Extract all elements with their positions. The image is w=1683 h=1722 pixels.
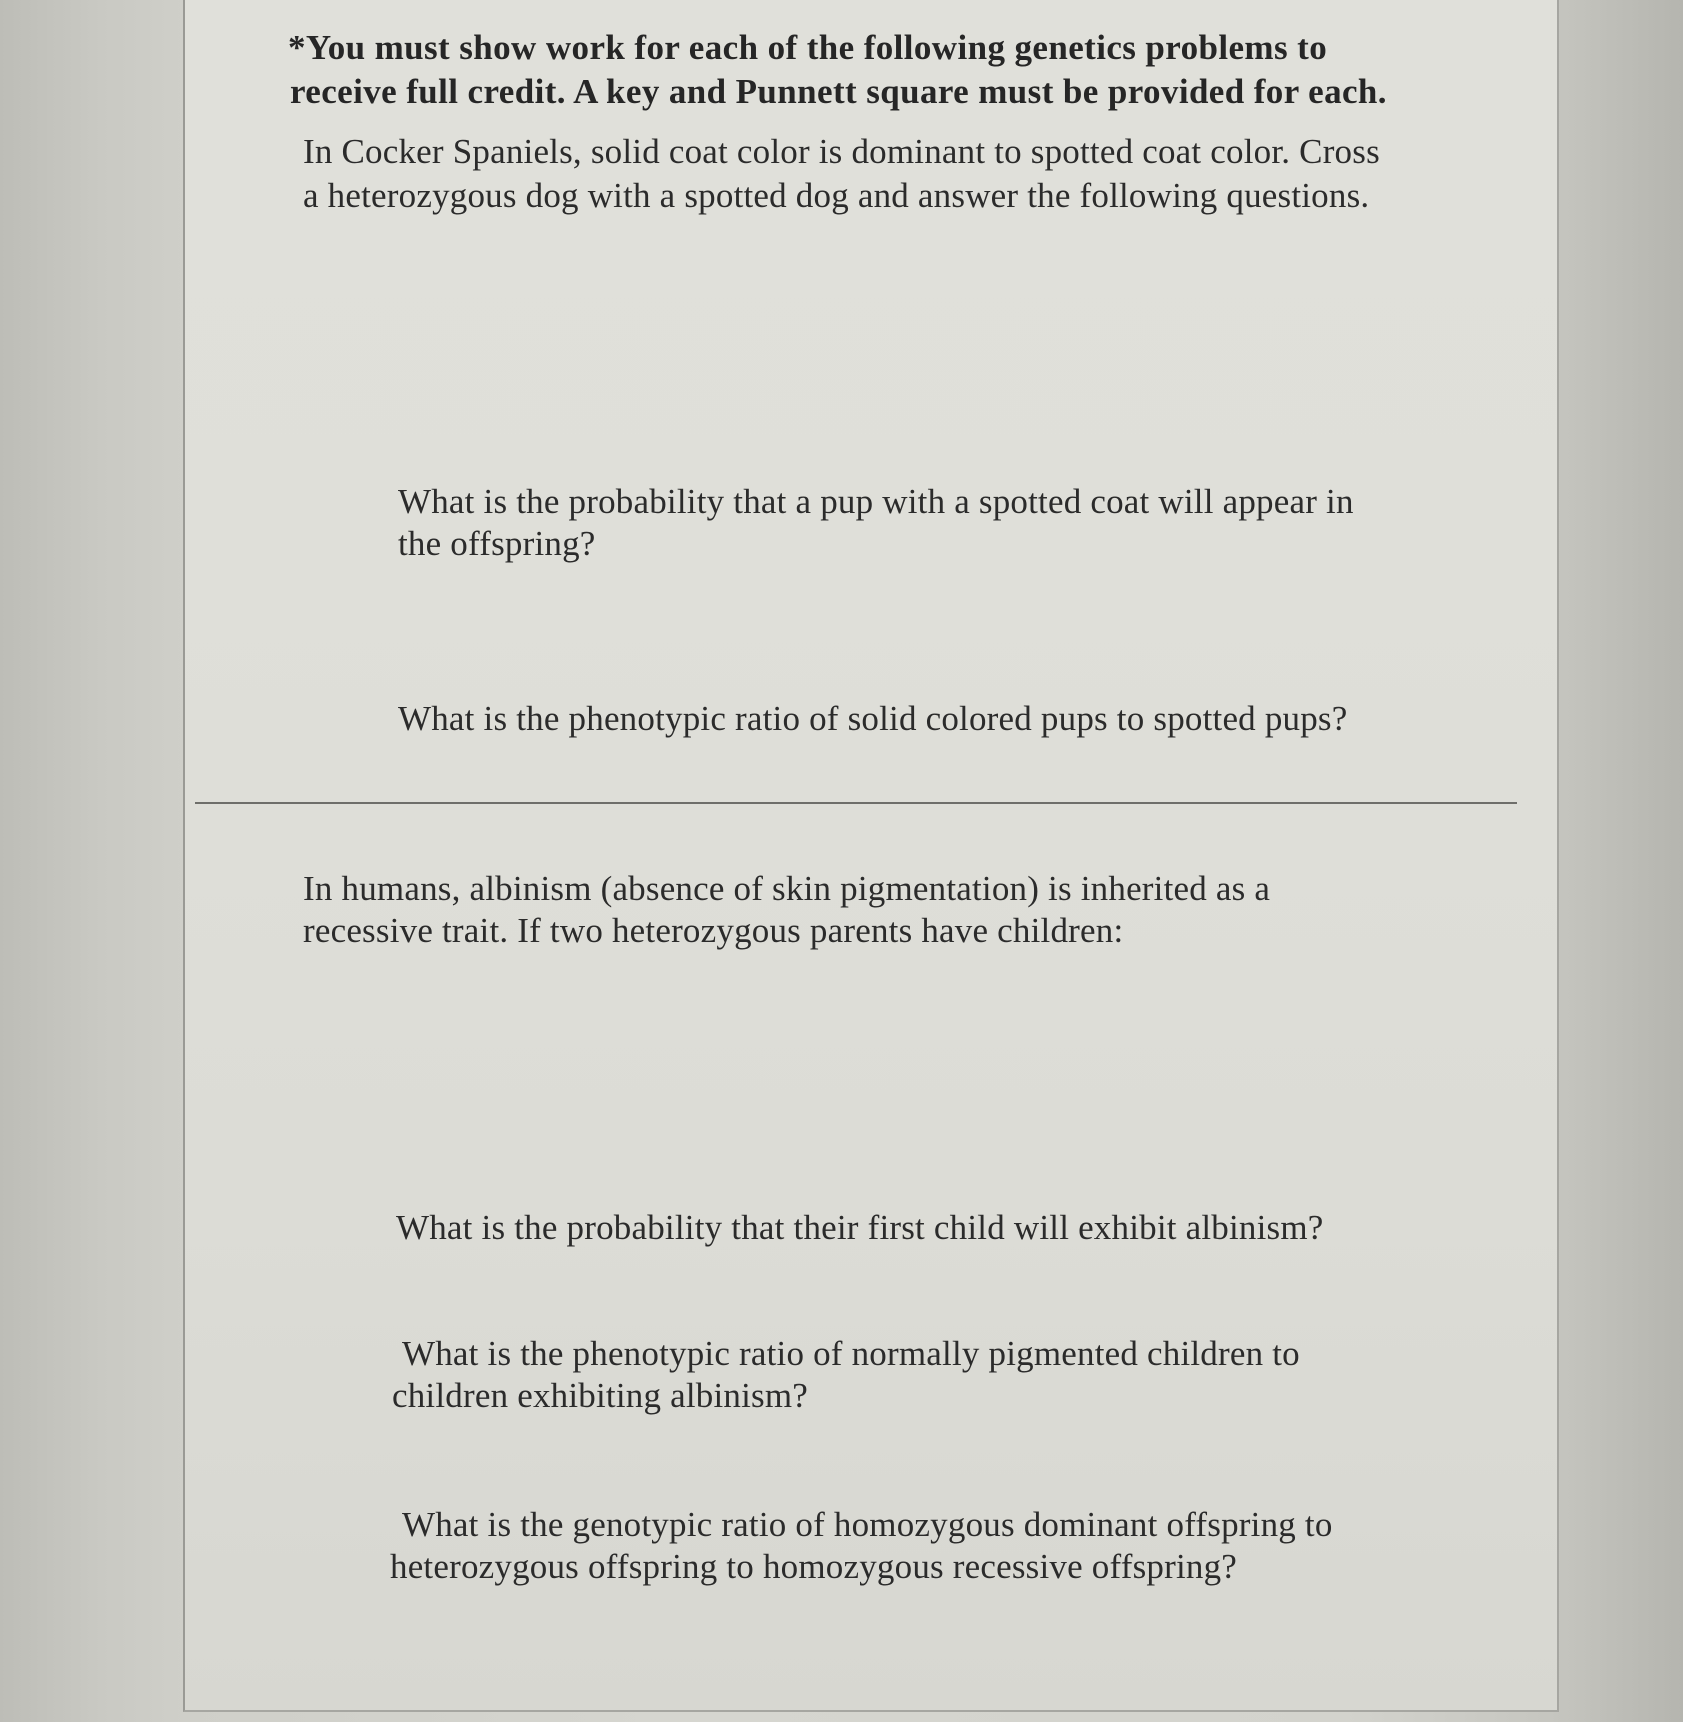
instructions-line-2: receive full credit. A key and Punnett square must be provided for each.	[290, 72, 1387, 111]
problem1-intro-line-2: a heterozygous dog with a spotted dog and answer the following questions.	[303, 176, 1370, 215]
problem1-intro-line-1: In Cocker Spaniels, solid coat color is dominant to spotted coat color. Cross	[303, 132, 1380, 171]
worksheet-page	[183, 0, 1559, 1712]
instructions-line-1: *You must show work for each of the following genetics problems to	[288, 28, 1328, 67]
problem2-question2-line-1: What is the phenotypic ratio of normally pigmented children to	[402, 1334, 1300, 1373]
problem1-question2: What is the phenotypic ratio of solid colored pups to spotted pups?	[398, 699, 1348, 738]
problem2-intro-line-1: In humans, albinism (absence of skin pigmentation) is inherited as a	[303, 869, 1271, 908]
problem1-question1-line-2: the offspring?	[398, 524, 596, 563]
problem2-question3-line-2: heterozygous offspring to homozygous recessive offspring?	[390, 1547, 1238, 1586]
problem2-question3-line-1: What is the genotypic ratio of homozygous dominant offspring to	[402, 1505, 1333, 1544]
problem2-intro-line-2: recessive trait. If two heterozygous parents have children:	[303, 911, 1124, 950]
problem2-question2-line-2: children exhibiting albinism?	[392, 1376, 808, 1415]
problem2-question1: What is the probability that their first child will exhibit albinism?	[396, 1208, 1324, 1247]
section-divider	[195, 802, 1517, 804]
problem1-question1-line-1: What is the probability that a pup with a spotted coat will appear in	[398, 482, 1354, 521]
